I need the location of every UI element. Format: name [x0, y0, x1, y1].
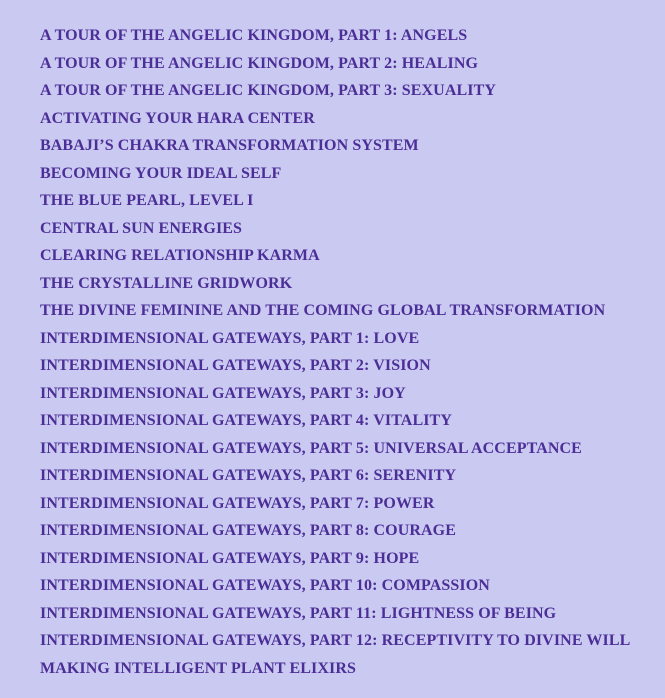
title-link[interactable]: THE CRYSTALLINE GRIDWORK	[40, 274, 293, 292]
title-list	[40, 22, 655, 682]
title-link[interactable]: BECOMING YOUR IDEAL SELF	[40, 164, 282, 182]
title-link[interactable]: CLEARING RELATIONSHIP KARMA	[40, 247, 320, 264]
title-link[interactable]: A TOUR OF THE ANGELIC KINGDOM, PART 2: HEALING	[40, 54, 479, 72]
title-link[interactable]: INTERDIMENSIONAL GATEWAYS, PART 8: COURAGE	[40, 522, 457, 539]
title-link[interactable]: INTERDIMENSIONAL GATEWAYS, PART 12: RECEPTIVITY TO DIVINE WILL	[40, 632, 631, 649]
title-link[interactable]: INTERDIMENSIONAL GATEWAYS, PART 3: JOY	[40, 384, 406, 402]
title-link[interactable]: INTERDIMENSIONAL GATEWAYS, PART 11: LIGHTNESS OF BEING	[40, 604, 557, 622]
title-link[interactable]: BABAJI’S CHAKRA TRANSFORMATION SYSTEM	[40, 137, 419, 154]
title-link[interactable]: THE DIVINE FEMININE AND THE COMING GLOBAL TRANSFORMATION	[40, 302, 606, 319]
title-link[interactable]: INTERDIMENSIONAL GATEWAYS, PART 10: COMPASSION	[40, 577, 490, 594]
title-link[interactable]: INTERDIMENSIONAL GATEWAYS, PART 4: VITALITY	[40, 412, 452, 429]
title-link[interactable]: INTERDIMENSIONAL GATEWAYS, PART 9: HOPE	[40, 549, 420, 567]
title-link[interactable]: INTERDIMENSIONAL GATEWAYS, PART 1: LOVE	[40, 329, 420, 347]
title-link[interactable]: INTERDIMENSIONAL GATEWAYS, PART 6: SERENITY	[40, 467, 457, 484]
title-link[interactable]: INTERDIMENSIONAL GATEWAYS, PART 7: POWER	[40, 494, 435, 512]
title-link[interactable]: THE BLUE PEARL, LEVEL I	[40, 192, 254, 209]
title-link[interactable]: INTERDIMENSIONAL GATEWAYS, PART 2: VISION	[40, 357, 431, 374]
title-link[interactable]: A TOUR OF THE ANGELIC KINGDOM, PART 1: ANGELS	[40, 27, 468, 44]
title-link[interactable]: MAKING INTELLIGENT PLANT ELIXIRS	[40, 659, 357, 677]
title-link[interactable]: ACTIVATING YOUR HARA CENTER	[40, 109, 315, 127]
title-link[interactable]: CENTRAL SUN ENERGIES	[40, 219, 243, 237]
title-link[interactable]: INTERDIMENSIONAL GATEWAYS, PART 5: UNIVERSAL ACCEPTANCE	[40, 439, 582, 457]
title-link[interactable]: A TOUR OF THE ANGELIC KINGDOM, PART 3: SEXUALITY	[40, 82, 497, 99]
